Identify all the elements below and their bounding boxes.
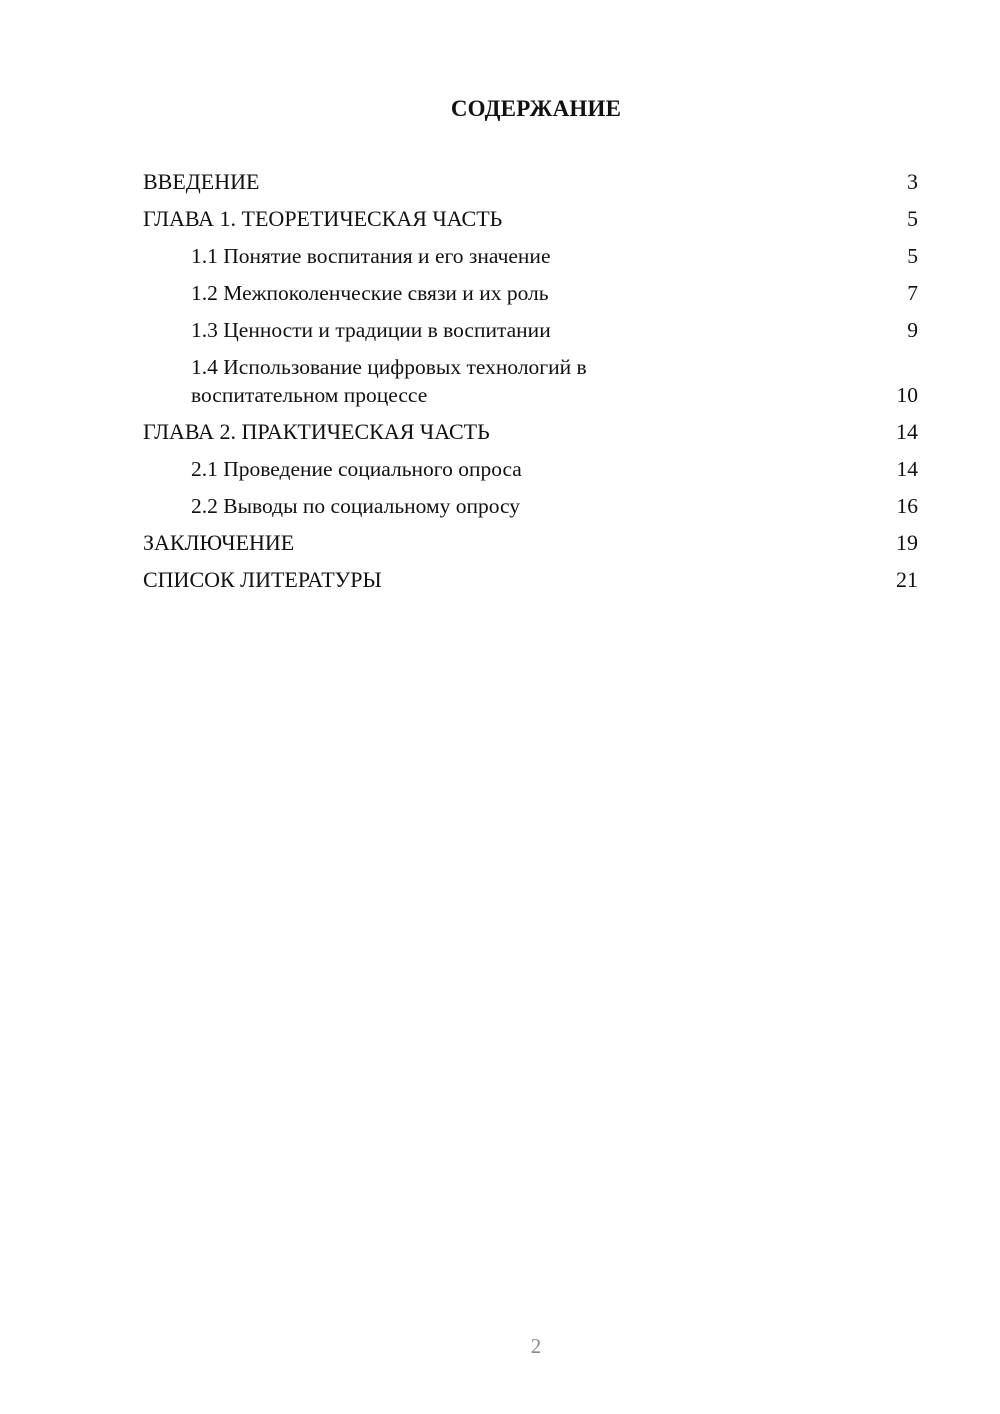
- toc-entry-label: ВВЕДЕНИЕ: [143, 169, 260, 194]
- toc-entry-section-1-1[interactable]: [143, 242, 918, 270]
- toc-entry-label: СПИСОК ЛИТЕРАТУРЫ: [143, 567, 382, 592]
- toc-entry-page: 14: [896, 457, 918, 481]
- toc-entry-label: ГЛАВА 1. ТЕОРЕТИЧЕСКАЯ ЧАСТЬ: [143, 206, 503, 231]
- toc-entry-section-1-3[interactable]: [143, 316, 918, 344]
- toc-entry-label: ГЛАВА 2. ПРАКТИЧЕСКАЯ ЧАСТЬ: [143, 419, 490, 444]
- toc-entry-label: 2.1 Проведение социального опроса: [191, 457, 522, 481]
- toc-entry-chapter-2[interactable]: [143, 418, 918, 446]
- toc-entry-references[interactable]: [143, 566, 918, 594]
- toc-entry-label: 1.3 Ценности и традиции в воспитании: [191, 318, 551, 342]
- toc-entry-page: 10: [896, 383, 918, 407]
- toc-entry-page: 14: [896, 419, 918, 444]
- toc-entry-page: 9: [907, 318, 918, 342]
- table-of-contents: [143, 168, 918, 603]
- toc-entry-page: 7: [907, 281, 918, 305]
- toc-entry-section-2-1[interactable]: [143, 455, 918, 483]
- toc-entry-label: 1.4 Использование цифровых технологий в воспитательном процессе: [191, 355, 587, 407]
- toc-entry-page: 21: [896, 567, 918, 592]
- toc-entry-section-1-2[interactable]: [143, 279, 918, 307]
- toc-entry-page: 3: [907, 169, 918, 194]
- toc-entry-chapter-1[interactable]: [143, 205, 918, 233]
- toc-entry-page: 19: [896, 530, 918, 555]
- toc-entry-label: 2.2 Выводы по социальному опросу: [191, 494, 521, 518]
- toc-entry-conclusion[interactable]: [143, 529, 918, 557]
- toc-entry-introduction[interactable]: [143, 168, 918, 196]
- toc-entry-section-1-4[interactable]: [143, 353, 918, 409]
- toc-entry-section-2-2[interactable]: [143, 492, 918, 520]
- toc-entry-label: 1.2 Межпоколенческие связи и их роль: [191, 281, 549, 305]
- toc-entry-page: 5: [907, 244, 918, 268]
- page-title: СОДЕРЖАНИЕ: [450, 96, 622, 121]
- toc-entry-page: 5: [907, 206, 918, 231]
- toc-entry-label: 1.1 Понятие воспитания и его значение: [191, 244, 551, 268]
- toc-entry-page: 16: [896, 494, 918, 518]
- page-number: 2: [530, 1334, 542, 1358]
- toc-entry-label: ЗАКЛЮЧЕНИЕ: [143, 530, 295, 555]
